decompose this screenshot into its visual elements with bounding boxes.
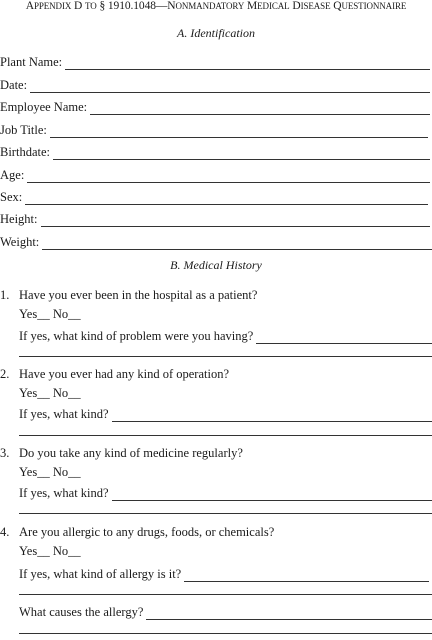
question-1-followup[interactable] bbox=[19, 328, 432, 344]
question-4-followup-cause[interactable] bbox=[19, 604, 432, 620]
followup-label: If yes, what kind? bbox=[19, 486, 109, 500]
date-input[interactable] bbox=[30, 81, 430, 93]
followup-label: If yes, what kind of problem were you having? bbox=[19, 329, 254, 343]
field-label: Employee Name: bbox=[0, 100, 88, 114]
question-number: 3. bbox=[0, 446, 10, 460]
question-number: 1. bbox=[0, 288, 10, 302]
birthdate-field[interactable] bbox=[0, 144, 430, 160]
question-text: Have you ever had any kind of operation? bbox=[19, 367, 229, 381]
followup-label: If yes, what kind of allergy is it? bbox=[19, 567, 182, 581]
question-2 bbox=[0, 367, 229, 382]
employee-name-input[interactable] bbox=[90, 103, 430, 115]
field-label: Birthdate: bbox=[0, 145, 50, 159]
birthdate-input[interactable] bbox=[53, 148, 430, 160]
section-a-heading: A. Identification bbox=[177, 26, 255, 40]
plant-name-field[interactable] bbox=[0, 54, 430, 70]
job-title-input[interactable] bbox=[50, 126, 428, 138]
followup-label: If yes, what kind? bbox=[19, 407, 109, 421]
followup-input[interactable] bbox=[256, 332, 432, 344]
answer-line[interactable] bbox=[19, 435, 432, 436]
answer-line[interactable] bbox=[19, 594, 432, 595]
yes-no-choice-1[interactable]: Yes__ No__ bbox=[19, 307, 81, 321]
yes-no-choice-2[interactable]: Yes__ No__ bbox=[19, 386, 81, 400]
answer-line[interactable] bbox=[19, 633, 432, 634]
field-label: Age: bbox=[0, 168, 25, 182]
question-1 bbox=[0, 288, 257, 303]
question-text: Are you allergic to any drugs, foods, or chemicals? bbox=[19, 525, 275, 539]
employee-name-field[interactable] bbox=[0, 99, 430, 115]
followup-input[interactable] bbox=[112, 410, 432, 422]
date-field[interactable] bbox=[0, 77, 430, 93]
job-title-field[interactable] bbox=[0, 122, 428, 138]
sex-field[interactable] bbox=[0, 189, 428, 205]
field-label: Height: bbox=[0, 212, 38, 226]
age-field[interactable] bbox=[0, 167, 430, 183]
question-3 bbox=[0, 446, 243, 461]
followup-input[interactable] bbox=[146, 608, 432, 620]
yes-no-choice-4[interactable]: Yes__ No__ bbox=[19, 544, 81, 558]
sex-input[interactable] bbox=[25, 193, 428, 205]
question-4 bbox=[0, 525, 274, 540]
field-label: Weight: bbox=[0, 235, 40, 249]
yes-no-choice-3[interactable]: Yes__ No__ bbox=[19, 465, 81, 479]
followup-input[interactable] bbox=[184, 570, 429, 582]
field-label: Sex: bbox=[0, 190, 23, 204]
field-label: Job Title: bbox=[0, 123, 47, 137]
section-b-heading: B. Medical History bbox=[170, 258, 262, 272]
question-text: Do you take any kind of medicine regularly? bbox=[19, 446, 243, 460]
question-4-followup-kind[interactable] bbox=[19, 566, 429, 582]
followup-input[interactable] bbox=[112, 489, 432, 501]
field-label: Date: bbox=[0, 78, 28, 92]
page-title: APPENDIX D TO § 1910.1048—NONMANDATORY MEDICAL DISEASE QUESTIONNAIRE bbox=[25, 0, 407, 12]
height-input[interactable] bbox=[41, 215, 431, 227]
question-number: 2. bbox=[0, 367, 10, 381]
followup-label: What causes the allergy? bbox=[19, 605, 144, 619]
question-number: 4. bbox=[0, 525, 10, 539]
height-field[interactable] bbox=[0, 211, 430, 227]
answer-line[interactable] bbox=[19, 356, 432, 357]
weight-field[interactable] bbox=[0, 234, 432, 250]
weight-input[interactable] bbox=[42, 238, 432, 250]
question-text: Have you ever been in the hospital as a patient? bbox=[19, 288, 258, 302]
answer-line[interactable] bbox=[19, 513, 432, 514]
plant-name-input[interactable] bbox=[65, 58, 430, 70]
question-2-followup[interactable] bbox=[19, 406, 432, 422]
field-label: Plant Name: bbox=[0, 55, 63, 69]
age-input[interactable] bbox=[27, 171, 430, 183]
question-3-followup[interactable] bbox=[19, 485, 432, 501]
